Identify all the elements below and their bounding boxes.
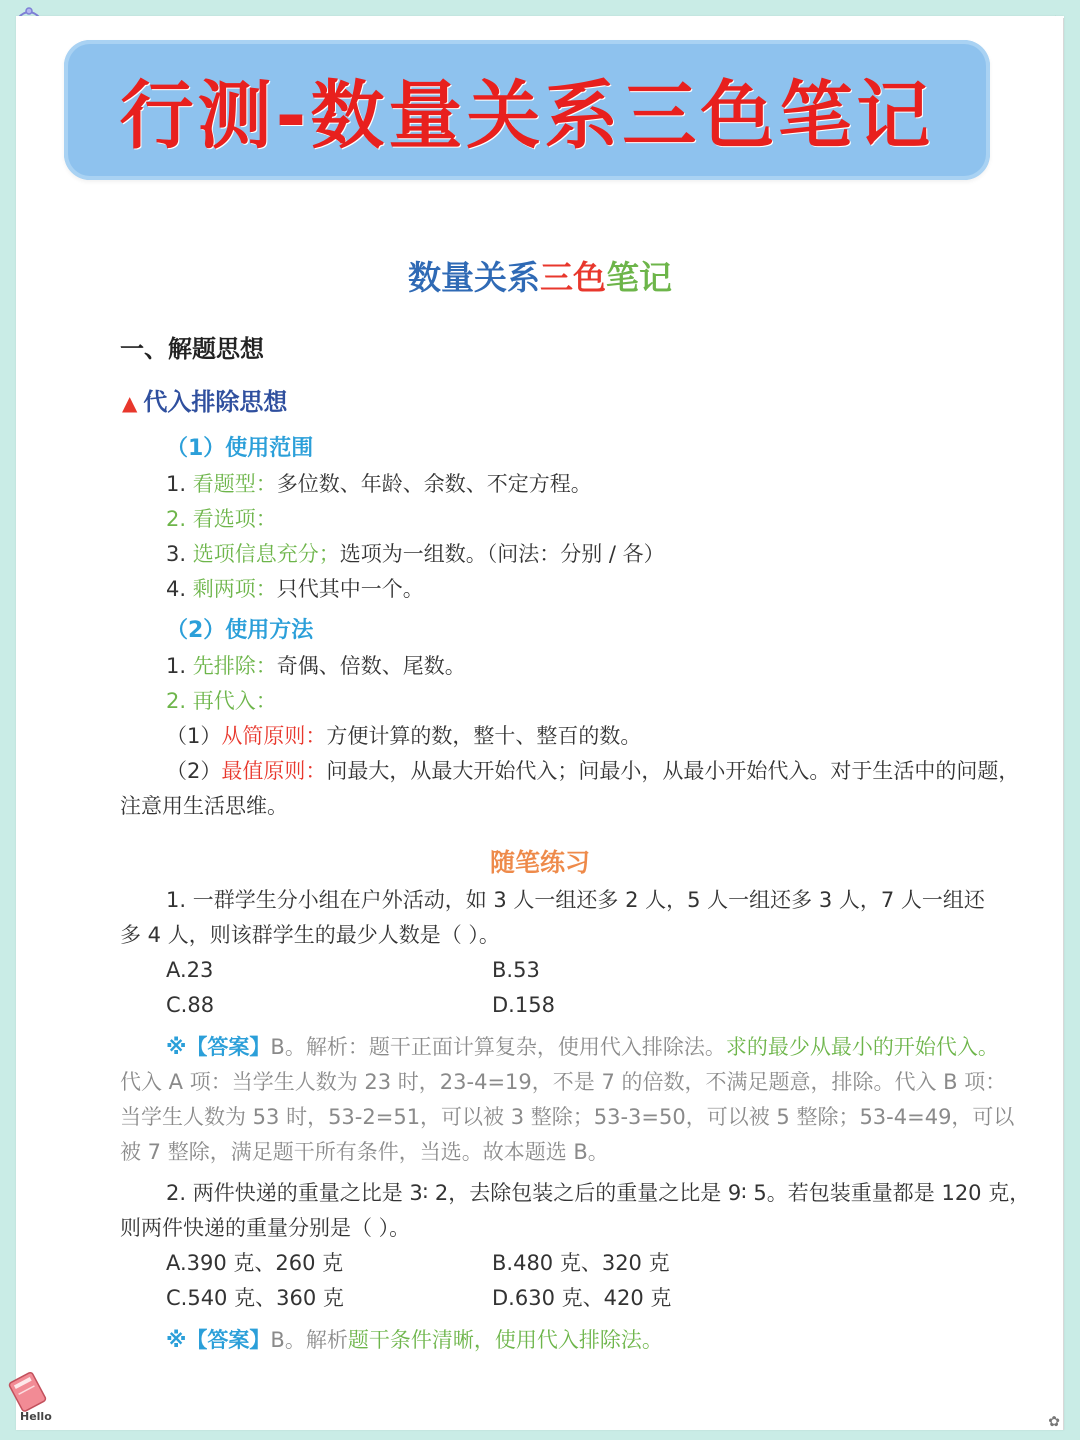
option-c: C.88 [166, 993, 215, 1017]
usage-method-heading: （2）使用方法 [166, 618, 314, 643]
item-text: 多位数、年龄、余数、不定方程。 [276, 472, 592, 496]
item-keyword: 剩两项： [192, 577, 277, 601]
answer-1 [166, 1032, 999, 1062]
rule-number: （1） [166, 724, 222, 748]
question-2-stem: 2. 两件快递的重量之比是 3∶ 2，去除包装之后的重量之比是 9∶ 5。若包装重量都是 120 克， [166, 1181, 1031, 1205]
item-keyword: 再代入： [192, 689, 277, 713]
doc-title-part3: 笔记 [606, 258, 672, 297]
usage-range-heading: （1）使用范围 [166, 436, 314, 461]
option-d: D.630 克、420 克 [492, 1286, 672, 1310]
rule-text: 方便计算的数，整十、整百的数。 [326, 724, 642, 748]
answer-label: ※【答案】 [166, 1328, 271, 1352]
list-item [166, 504, 277, 534]
list-item [166, 686, 277, 716]
item-text: 选项为一组数。（问法：分别 / 各） [339, 542, 665, 566]
rule-continuation: 注意用生活思维。 [120, 794, 288, 818]
answer-key-text: 题干条件清晰，使用代入排除法。 [347, 1328, 663, 1352]
option-a: A.390 克、260 克 [166, 1251, 344, 1275]
answer-label: ※【答案】 [166, 1035, 271, 1059]
rule-number: （2） [166, 759, 222, 783]
list-item [166, 651, 466, 681]
rule-keyword: 最值原则： [221, 759, 327, 783]
list-item [166, 539, 665, 569]
item-number: 3. [166, 542, 193, 566]
option-a: A.23 [166, 958, 214, 982]
triangle-icon: ▲ [122, 391, 138, 415]
document-title [0, 252, 1080, 299]
subsection-heading [122, 387, 287, 418]
item-text: 只代其中一个。 [276, 577, 424, 601]
answer-1-line3: 当学生人数为 53 时，53-2=51，可以被 3 整除；53-3=50，可以被 5 整除；53-4=49，可以 [120, 1105, 1015, 1129]
rule-item [166, 756, 1019, 786]
answer-1-line2: 代入 A 项：当学生人数为 23 时，23-4=19，不是 7 的倍数，不满足题意，排除。代入 B 项： [120, 1070, 1007, 1094]
answer-text: B。解析 [270, 1328, 348, 1352]
list-item [166, 574, 424, 604]
question-1-stem-cont: 多 4 人，则该群学生的最少人数是（ ）。 [120, 923, 500, 947]
item-number: 1. [166, 472, 193, 496]
banner-title: 行测-数量关系三色笔记 [119, 73, 935, 159]
option-d: D.158 [492, 993, 555, 1017]
subsection-heading-text: 代入排除思想 [143, 388, 288, 416]
rule-text: 问最大，从最大开始代入；问最小，从最小开始代入。对于生活中的问题， [326, 759, 1020, 783]
item-number: 2. [166, 507, 193, 531]
item-number: 2. [166, 689, 193, 713]
answer-2 [166, 1325, 663, 1355]
paper-edge [1063, 18, 1064, 1430]
item-keyword: 先排除： [192, 654, 277, 678]
rule-keyword: 从简原则： [221, 724, 327, 748]
answer-1-line4: 被 7 整除，满足题干所有条件，当选。故本题选 B。 [120, 1140, 609, 1164]
question-1-stem: 1. 一群学生分小组在户外活动，如 3 人一组还多 2 人，5 人一组还多 3 人，7 人一组还 [166, 888, 985, 912]
item-number: 1. [166, 654, 193, 678]
item-keyword: 看题型： [192, 472, 277, 496]
item-keyword: 选项信息充分； [192, 542, 340, 566]
practice-title: 随笔练习 [489, 848, 590, 877]
item-number: 4. [166, 577, 193, 601]
option-c: C.540 克、360 克 [166, 1286, 344, 1310]
list-item [166, 469, 592, 499]
item-text: 奇偶、倍数、尾数。 [276, 654, 466, 678]
question-2-stem-cont: 则两件快递的重量分别是（ ）。 [120, 1216, 411, 1240]
answer-text: B。解析：题干正面计算复杂，使用代入排除法。 [270, 1035, 726, 1059]
doc-title-part2: 三色 [540, 258, 606, 297]
answer-key-text: 求的最少从最小的开始代入。 [725, 1035, 999, 1059]
sticker-text: Hello [20, 1410, 52, 1423]
option-b: B.53 [492, 958, 540, 982]
rule-item [166, 721, 641, 751]
item-keyword: 看选项： [192, 507, 277, 531]
section-heading: 一、解题思想 [120, 335, 264, 363]
title-banner [64, 40, 990, 180]
option-b: B.480 克、320 克 [492, 1251, 670, 1275]
doc-title-part1: 数量关系 [408, 258, 540, 297]
corner-decoration-icon: ✿ [1048, 1414, 1060, 1430]
